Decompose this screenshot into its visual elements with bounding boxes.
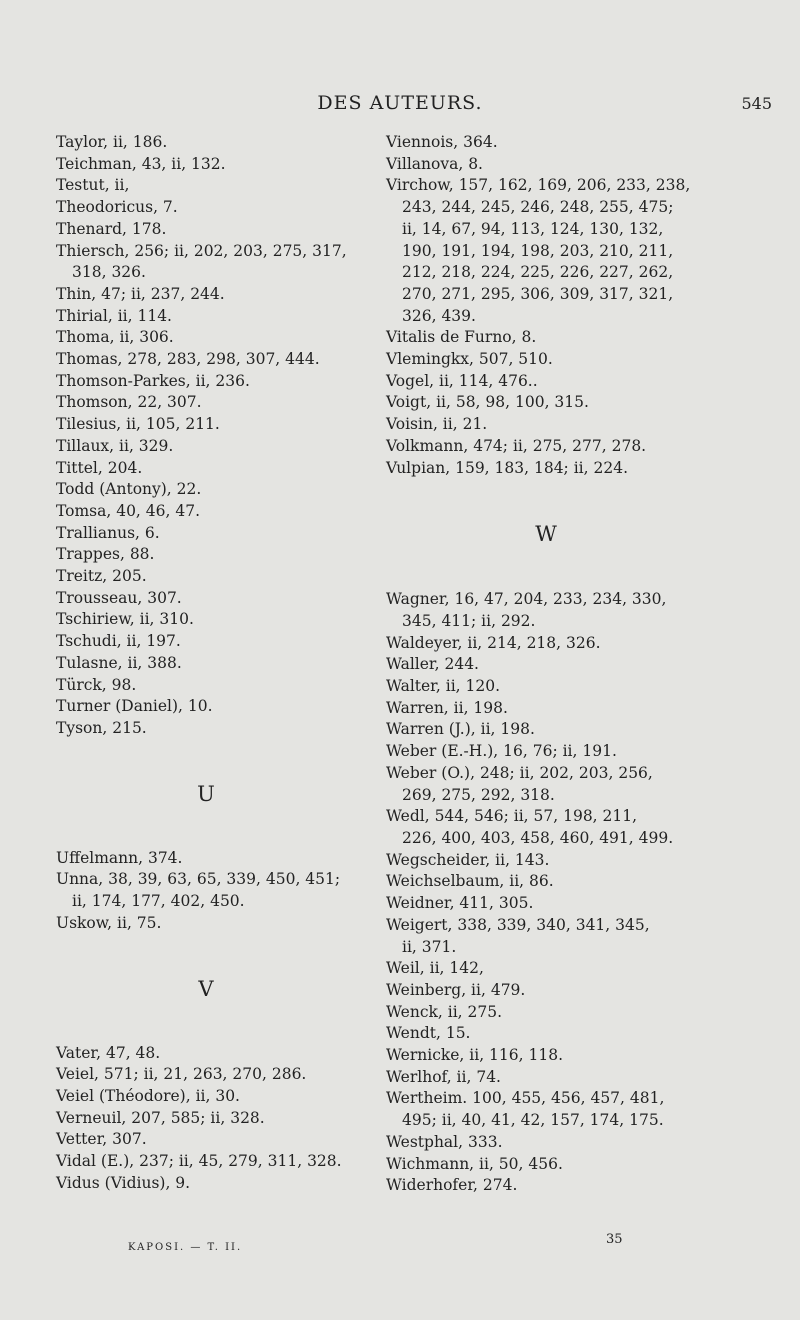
index-entry-line: Warren, ii, 198.: [386, 698, 508, 717]
index-entry: [56, 523, 376, 545]
index-entry: [56, 869, 376, 912]
index-entry-line: Thomas, 278, 283, 298, 307, 444.: [56, 350, 320, 369]
index-entry-line: Virchow, 157, 162, 169, 206, 233, 238,: [386, 176, 691, 195]
index-entry: [56, 306, 376, 328]
page-number: 545: [741, 94, 772, 113]
index-entry-line: Unna, 38, 39, 63, 65, 339, 450, 451;: [56, 870, 341, 889]
index-entry: [386, 893, 716, 915]
index-entry-continuation: 495; ii, 40, 41, 42, 157, 174, 175.: [402, 1111, 664, 1130]
index-entry-line: Veiel (Théodore), ii, 30.: [56, 1086, 240, 1105]
index-entry-line: Weber (E.-H.), 16, 76; ii, 191.: [386, 742, 617, 761]
index-entry-line: Wagner, 16, 47, 204, 233, 234, 330,: [386, 590, 667, 609]
section-letter: U: [197, 781, 215, 806]
index-entry-line: Warren (J.), ii, 198.: [386, 720, 535, 739]
index-entry-line: Tillaux, ii, 329.: [56, 436, 174, 455]
index-entry-line: Tilesius, ii, 105, 211.: [56, 415, 220, 434]
index-entry: [56, 1129, 376, 1151]
index-entry: [56, 566, 376, 588]
index-entry-line: Voigt, ii, 58, 98, 100, 315.: [386, 393, 589, 412]
index-entry: [386, 654, 716, 676]
index-entry-line: Taylor, ii, 186.: [56, 133, 168, 151]
index-entry-line: Todd (Antony), 22.: [56, 480, 202, 499]
index-entry: [386, 763, 716, 806]
index-entry: [386, 371, 716, 393]
index-entry-line: Thenard, 178.: [56, 219, 167, 238]
footer-sheet-number: 35: [606, 1232, 623, 1247]
index-entry-line: Weinberg, ii, 479.: [386, 980, 526, 999]
index-entry-line: Vidal (E.), 237; ii, 45, 279, 311, 328.: [56, 1152, 342, 1171]
index-entry: [386, 741, 716, 763]
index-entry: [56, 132, 376, 154]
index-entry: [56, 479, 376, 501]
section-letter: V: [198, 976, 214, 1001]
index-entry: [386, 871, 716, 893]
index-entry-continuation: ii, 174, 177, 402, 450.: [72, 892, 245, 911]
index-entry: [386, 589, 716, 632]
index-entry: [386, 958, 716, 980]
index-entry: [386, 850, 716, 872]
index-entry: [386, 633, 716, 655]
index-entry-line: Uskow, ii, 75.: [56, 913, 162, 932]
index-entry-line: Thiersch, 256; ii, 202, 203, 275, 317,: [56, 241, 347, 260]
index-entry-line: Weichselbaum, ii, 86.: [386, 872, 554, 891]
index-entry-line: Walter, ii, 120.: [386, 677, 501, 696]
index-entry: [56, 1108, 376, 1130]
index-entry-line: Weigert, 338, 339, 340, 341, 345,: [386, 915, 650, 934]
index-entry: [56, 219, 376, 241]
index-entry-line: Türck, 98.: [56, 675, 137, 694]
index-entry-continuation: ii, 371.: [402, 937, 457, 956]
index-entry-line: Westphal, 333.: [386, 1132, 503, 1151]
index-entry: [386, 1088, 716, 1131]
index-entry-continuation: 190, 191, 194, 198, 203, 210, 211,: [402, 241, 674, 260]
index-entry: [56, 241, 376, 284]
index-entry-line: Waldeyer, ii, 214, 218, 326.: [386, 633, 601, 652]
index-entry: [56, 1086, 376, 1108]
index-entry-line: Thoma, ii, 306.: [56, 328, 174, 347]
index-entry-line: Villanova, 8.: [386, 154, 483, 173]
index-entry-continuation: 226, 400, 403, 458, 460, 491, 499.: [402, 828, 674, 847]
index-entry-line: Vetter, 307.: [56, 1130, 147, 1149]
index-entry-line: Teichman, 43, ii, 132.: [56, 154, 226, 173]
index-entry-line: Vidus (Vidius), 9.: [56, 1173, 191, 1192]
index-entry: [56, 653, 376, 675]
index-entry-line: Tschudi, ii, 197.: [56, 632, 181, 651]
index-entry: [386, 980, 716, 1002]
index-entry: [386, 1175, 716, 1197]
index-entry: [56, 175, 376, 197]
index-entry-continuation: 212, 218, 224, 225, 226, 227, 262,: [402, 263, 674, 282]
index-entry-line: Wedl, 544, 546; ii, 57, 198, 211,: [386, 807, 638, 826]
index-entry-line: Treitz, 205.: [56, 567, 147, 586]
index-entry: [386, 154, 716, 176]
index-entry-continuation: 326, 439.: [402, 306, 476, 325]
index-entry-line: Turner (Daniel), 10.: [56, 697, 213, 716]
index-entry-continuation: ii, 14, 67, 94, 113, 124, 130, 132,: [402, 219, 664, 238]
right-index-column: [386, 132, 716, 1197]
index-entry: [56, 458, 376, 480]
index-entry-line: Wertheim. 100, 455, 456, 457, 481,: [386, 1089, 665, 1108]
index-entry: [56, 675, 376, 697]
index-entry-line: Wendt, 15.: [386, 1024, 471, 1043]
index-entry-line: Thin, 47; ii, 237, 244.: [56, 284, 225, 303]
index-entry: [386, 132, 716, 154]
index-entry-line: Tittel, 204.: [56, 458, 143, 477]
index-entry-line: Theodoricus, 7.: [56, 198, 178, 217]
index-entry: [386, 1045, 716, 1067]
index-entry-line: Tschiriew, ii, 310.: [56, 610, 194, 629]
index-entry-line: Volkmann, 474; ii, 275, 277, 278.: [386, 436, 647, 455]
index-entry: [56, 544, 376, 566]
index-entry: [386, 392, 716, 414]
index-entry: [386, 719, 716, 741]
index-entry-line: Verneuil, 207, 585; ii, 328.: [56, 1108, 265, 1127]
index-entry-line: Weber (O.), 248; ii, 202, 203, 256,: [386, 763, 653, 782]
index-entry: [56, 696, 376, 718]
index-entry-line: Wenck, ii, 275.: [386, 1002, 503, 1021]
index-entry: [386, 458, 716, 480]
index-entry: [56, 1043, 376, 1065]
index-entry-continuation: 269, 275, 292, 318.: [402, 785, 555, 804]
index-entry: [56, 1151, 376, 1173]
index-entry: [386, 1154, 716, 1176]
index-entry-line: Trousseau, 307.: [56, 588, 182, 607]
index-entry: [56, 327, 376, 349]
index-entry-line: Tyson, 215.: [56, 718, 147, 737]
index-entry-line: Veiel, 571; ii, 21, 263, 270, 286.: [56, 1065, 307, 1084]
index-entry-line: Tomsa, 40, 46, 47.: [56, 501, 201, 520]
index-entry-line: Vitalis de Furno, 8.: [386, 328, 537, 347]
index-entry: [386, 698, 716, 720]
index-entry-line: Thomson, 22, 307.: [56, 393, 202, 412]
index-entry: [56, 349, 376, 371]
index-entry: [56, 371, 376, 393]
index-entry: [386, 414, 716, 436]
index-entry-line: Werlhof, ii, 74.: [386, 1067, 501, 1086]
index-entry-line: Weidner, 411, 305.: [386, 894, 534, 913]
index-entry: [386, 676, 716, 698]
index-entry-line: Widerhofer, 274.: [386, 1176, 518, 1195]
index-entry-continuation: 318, 326.: [72, 263, 146, 282]
index-entry: [56, 848, 376, 870]
index-entry-continuation: 243, 244, 245, 246, 248, 255, 475;: [402, 198, 674, 217]
index-entry: [386, 1067, 716, 1089]
index-entry: [56, 631, 376, 653]
index-entry: [56, 284, 376, 306]
index-entry: [56, 197, 376, 219]
index-entry-line: Vater, 47, 48.: [56, 1043, 161, 1062]
index-entry-line: Vogel, ii, 114, 476..: [386, 371, 538, 390]
index-entry-line: Uffelmann, 374.: [56, 848, 183, 867]
index-entry-line: Vulpian, 159, 183, 184; ii, 224.: [386, 458, 628, 477]
index-entry-line: Weil, ii, 142,: [386, 959, 484, 978]
index-entry: [386, 327, 716, 349]
index-entry: [386, 1023, 716, 1045]
index-entry: [56, 154, 376, 176]
index-entry: [56, 913, 376, 935]
index-entry: [386, 349, 716, 371]
index-entry-line: Voisin, ii, 21.: [386, 415, 488, 434]
index-entry: [56, 588, 376, 610]
index-entry-line: Trallianus, 6.: [56, 523, 160, 542]
footer-signature: KAPOSI. — T. II.: [128, 1242, 243, 1253]
index-entry: [386, 436, 716, 458]
index-entry-line: Thirial, ii, 114.: [56, 306, 172, 325]
index-entry: [56, 436, 376, 458]
index-entry-line: Thomson-Parkes, ii, 236.: [56, 371, 250, 390]
index-entry-line: Tulasne, ii, 388.: [56, 653, 182, 672]
index-entry: [56, 501, 376, 523]
index-entry-line: Testut, ii,: [56, 176, 130, 195]
index-entry: [386, 1002, 716, 1024]
section-letter: W: [535, 522, 557, 547]
index-entry: [56, 1173, 376, 1195]
index-entry: [56, 414, 376, 436]
index-entry-line: Vlemingkx, 507, 510.: [386, 350, 553, 369]
index-entry: [56, 609, 376, 631]
index-entry-line: Waller, 244.: [386, 655, 479, 674]
index-entry: [386, 1132, 716, 1154]
page-header-title: DES AUTEURS.: [317, 92, 483, 114]
index-entry-continuation: 270, 271, 295, 306, 309, 317, 321,: [402, 284, 674, 303]
index-entry-line: Wichmann, ii, 50, 456.: [386, 1154, 563, 1173]
index-entry: [386, 806, 716, 849]
index-entry-line: Wegscheider, ii, 143.: [386, 850, 550, 869]
index-entry: [56, 1064, 376, 1086]
index-entry: [56, 392, 376, 414]
index-entry-line: Viennois, 364.: [386, 133, 498, 151]
index-entry-line: Wernicke, ii, 116, 118.: [386, 1046, 564, 1065]
index-entry: [386, 175, 716, 327]
index-entry: [386, 915, 716, 958]
index-entry-line: Trappes, 88.: [56, 545, 155, 564]
index-entry: [56, 718, 376, 740]
index-entry-continuation: 345, 411; ii, 292.: [402, 611, 536, 630]
left-index-column: [56, 132, 376, 1194]
